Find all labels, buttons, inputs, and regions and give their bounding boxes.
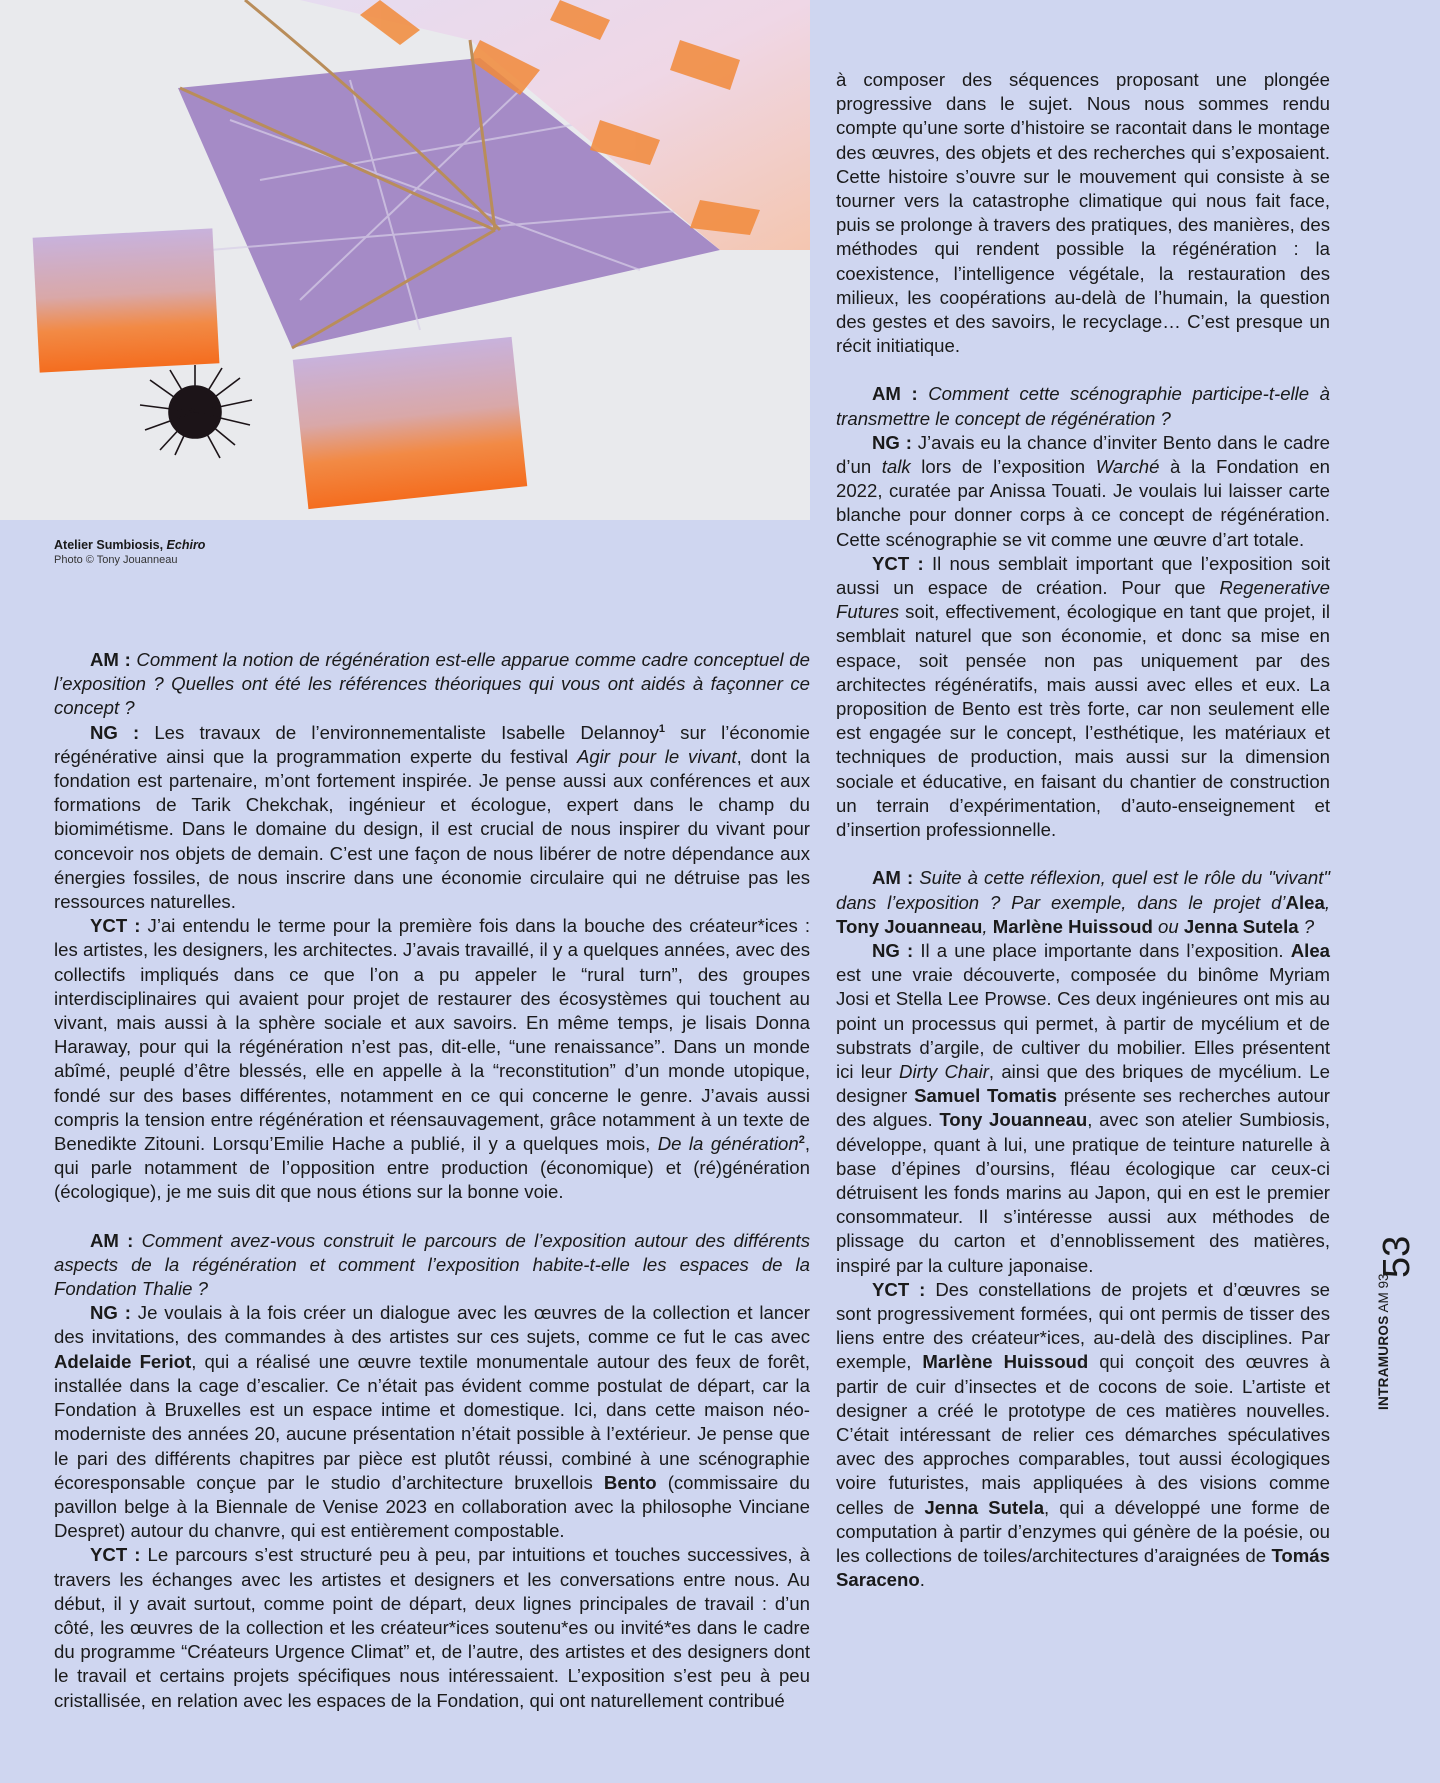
text-run: Regenerative Futures <box>836 577 1330 623</box>
text-run: ou <box>1152 915 1184 937</box>
magazine-issue: AM 93 <box>1376 1273 1391 1313</box>
interview-answer <box>836 939 1330 1278</box>
speaker-label: AM : <box>872 383 918 405</box>
photo-caption <box>54 537 654 567</box>
text-run: Comment cette scénographie participe-t-elle à transmettre le concept de régénération ? <box>836 383 1331 429</box>
text-run: à composer des séquences proposant une plongée progressive dans le sujet. Nous nous sommes rendu compte qu’une sorte d’histoire se racontait dans le montage des œuvres, des objets et des recherches qui s’exposaient. Cette histoire s’ouvre sur le mouvement qui consiste à se tourner vers la catastrophe climatique qui nous fait face, puis se prolonge à travers des pratiques, des manières, des méthodes qui rendent possible la régénération : la coexistence, l’intelligence végétale, la restauration des milieux, les coopérations au-delà de l’humain, la question des gestes et des savoirs, le recyclage… C’est presque un récit initiatique. <box>836 69 1330 357</box>
interview-answer <box>54 1543 810 1712</box>
interview-answer <box>836 431 1330 552</box>
text-run: Les travaux de l’environnementaliste Isabelle Delannoy <box>154 721 659 743</box>
caption-credit: Photo © Tony Jouanneau <box>54 554 178 566</box>
text-run: . <box>919 1569 925 1591</box>
caption-artist: Atelier Sumbiosis, <box>54 538 164 552</box>
text-run: Le parcours s’est structuré peu à peu, par intuitions et touches successives, à travers les échanges avec les artistes et designers et les conversations entre nous. Au début, il y avait surtout, comme point de départ, deux lignes principales de travail : d’un côté, les œuvres de la collection et les créateur*ices soutenu*es ou invité*es dans le cadre du programme “Créateurs Urgence Climat” et, de l’autre, des artistes et des designers dont le travail et certains projets spécifiques nous intéressaient. L’exposition s’est peu à peu cristallisée, en relation avec les espaces de la Fondation, qui ont naturellement contribué <box>54 1544 811 1711</box>
text-run: à la Fondation en 2022, curatée par Anissa Touati. Je voulais lui laisser carte blanche pour donner corps à ce concept de régénération. Cette scénographie se vit comme une œuvre d’art totale. <box>836 456 1331 550</box>
text-run: Il a une place importante dans l’exposition. <box>920 939 1291 961</box>
text-run: ? <box>1298 915 1315 937</box>
text-run: Suite à cette réflexion, quel est le rôle du "vivant" dans l’exposition ? Par exemple, dans le projet d’ <box>836 867 1330 913</box>
name-highlight: Adelaide Feriot <box>54 1350 192 1372</box>
name-highlight: Alea <box>1285 891 1325 913</box>
article-left-column <box>54 648 810 1713</box>
text-run: est une vraie découverte, composée du binôme Myriam Josi et Stella Lee Prowse. Ces deux ingénieures ont mis au point un processus qui permet, à partir de mycélium et de substrats d’argile, de cultiver du mobilier. Elles présentent ici leur <box>836 964 1330 1082</box>
text-run: J’ai entendu le terme pour la première fois dans la bouche des créateur*ices : les artistes, les designers, les architectes. J’avais travaillé, il y a quelques années, avec des collectifs impliqués dans ce que l’on a pu appeler le “rural turn”, des groupes interdisciplinaires qui avaient pour projet de restaurer des écosystèmes qui touchent au vivant, mais aussi à la sphère sociale et aux savoirs. En même temps, je lisais Donna Haraway, pour qui la régénération n’est pas, dit-elle, “une renaissance”. Dans un monde abîmé, peuplé d’être blessés, elle en appelle à la “reconstitution” d’un monde utopique, fondé sur des bases différentes, notamment en ce qui concerne le genre. J’avais aussi compris la tension entre régénération et réensauvagement, grâce notamment à un texte de Benedikte Zitouni. Lorsqu’Emilie Hache a publié, il y a quelques mois, <box>54 915 810 1155</box>
artwork-illustration <box>0 0 810 520</box>
text-run: qui conçoit des œuvres à partir de cuir d’insectes et de cocons de soie. L’artiste et designer a créé le prototype de ces matières nouvelles. C’était intéressant de relier ces démarches spéculatives avec des approches comparables, tout aussi écologiques voire futuristes, mais appliquées à des visions comme celles de <box>836 1351 1330 1518</box>
speaker-label: YCT : <box>90 915 141 937</box>
caption-work: Echiro <box>166 538 206 552</box>
text-run: sur l’économie régénérative ainsi que la programmation experte du festival <box>54 721 811 767</box>
interview-answer <box>836 552 1330 842</box>
interview-question <box>836 382 1330 430</box>
text-run: Comment la notion de régénération est-elle apparue comme cadre conceptuel de l’exposition ? Quelles ont été les références théoriques qui vous ont aidés à façonner ce concept ? <box>54 649 810 719</box>
text-run: De la génération <box>657 1133 799 1155</box>
speaker-label: AM : <box>90 649 131 670</box>
interview-answer <box>836 1278 1330 1593</box>
name-highlight: Jenna Sutela <box>924 1496 1045 1518</box>
footnote-ref: 1 <box>658 722 666 735</box>
magazine-brand: INTRAMUROS <box>1376 1315 1391 1410</box>
speaker-label: NG : <box>872 431 912 453</box>
text-run: Comment avez-vous construit le parcours de l’exposition autour des différents aspects de la régénération et comment l’exposition habite-t-elle les espaces de la Fondation Thalie ? <box>54 1229 811 1300</box>
interview-question <box>54 648 810 721</box>
text-run: , ainsi que des briques de mycélium. Le designer <box>836 1060 1330 1107</box>
footnote-ref: 2 <box>798 1133 805 1146</box>
name-highlight: Bento <box>603 1471 657 1493</box>
text-run: , qui parle notamment de l’opposition entre production (économique) et (ré)génération (écologique), je me suis dit que nous étions sur la bonne voie. <box>54 1133 810 1203</box>
magazine-label <box>1376 1273 1392 1410</box>
text-run: , <box>982 915 993 937</box>
interview-answer <box>54 1301 810 1543</box>
text-run: Des constellations de projets et d’œuvres se sont progressivement formées, qui ont permis de tisser des liens entre des créateur*ices, au-delà des disciplines. Par exemple, <box>836 1278 1330 1373</box>
text-run: J’avais eu la chance d’inviter Bento dans le cadre d’un <box>836 431 1331 478</box>
text-run: , avec son atelier Sumbiosis, développe, quant à lui, une pratique de teinture naturelle à base d’épines d’oursins, fléau écologique car ceux-ci détruisent les fonds marins au Japon, qui en est le premier consommateur. Il s’intéresse aussi aux méthodes de plissage du carton et d’ennoblissement des matières, inspiré par la culture japonaise. <box>836 1109 1330 1276</box>
name-highlight: Jenna Sutela <box>1183 915 1299 937</box>
speaker-label: YCT : <box>872 552 924 574</box>
name-highlight: Tony Jouanneau <box>836 915 983 937</box>
speaker-label: YCT : <box>90 1544 141 1566</box>
text-run: Dirty Chair <box>899 1060 989 1082</box>
name-highlight: Tomás Saraceno <box>836 1544 1330 1591</box>
name-highlight: Tony Jouanneau <box>939 1109 1088 1131</box>
interview-question <box>836 866 1330 939</box>
interview-answer <box>54 721 810 915</box>
speaker-label: NG : <box>90 1302 131 1324</box>
name-highlight: Marlène Huissoud <box>922 1351 1089 1373</box>
article-right-column <box>836 68 1330 1592</box>
name-highlight: Alea <box>1290 939 1330 961</box>
interview-answer <box>54 914 810 1204</box>
text-run: (commissaire du pavillon belge à la Biennale de Venise 2023 en collaboration avec la philosophe Vinciane Despret) autour du chanvre, qui est entièrement compostable. <box>54 1471 810 1542</box>
text-run: , qui a réalisé une œuvre textile monumentale autour des feux de forêt, installée dans la cage d’escalier. Ce n’était pas évident comme postulat de départ, car la Fondation à Bruxelles est un espace intime et domestique. Ici, dans cette maison néo-moderniste des années 20, aucune présentation n’était possible à l’extérieur. Je pense que le pari des différents chapitres par pièce est plutôt réussi, combiné à une scénographie écoresponsable conçue par le studio d’architecture bruxellois <box>54 1350 810 1493</box>
interview-question <box>54 1229 810 1302</box>
text-run: , dont la fondation est partenaire, m’ont fortement inspirée. Je pense aussi aux conférences et aux formations de Tarik Chekchak, ingénieur et écologue, expert dans le champ du biomimétisme. Dans le domaine du design, il est crucial de nous inspirer du vivant pour concevoir nos objets de demain. C’est une façon de nous libérer de notre dépendance aux énergies fossiles, de nous inscrire dans une économie circulaire qui ne détruise pas les ressources naturelles. <box>54 745 810 913</box>
interview-answer <box>836 68 1330 358</box>
speaker-label: AM : <box>90 1229 134 1251</box>
speaker-label: AM : <box>872 867 914 889</box>
speaker-label: NG : <box>872 939 914 961</box>
page-sidebar <box>1376 1234 1416 1414</box>
speaker-label: YCT : <box>872 1278 926 1300</box>
name-highlight: Samuel Tomatis <box>914 1085 1057 1107</box>
text-run: lors de l’exposition <box>910 456 1096 478</box>
artwork-photo <box>0 0 810 520</box>
text-run: présente ses recherches autour des algues. <box>836 1085 1330 1131</box>
page-number: 53 <box>1376 1235 1418 1278</box>
text-run: talk <box>881 456 911 478</box>
text-run: soit, effectivement, écologique en tant que projet, il semblait naturel que son économie, et donc sa mise en espace, soit pensée non pas uniquement par des architectes régénératifs, mais aussi avec elles et eux. La proposition de Bento est très forte, car non seulement elle est engagée sur le concept, l’esthétique, les matériaux et techniques de production, mais aussi sur la dimension sociale et éducative, en faisant du chantier de construction un terrain d’expérimentation, d’auto-enseignement et d’insertion professionnelle. <box>836 601 1330 841</box>
text-run: Warché <box>1095 456 1160 478</box>
text-run: Je voulais à la fois créer un dialogue avec les œuvres de la collection et lancer des invitations, des commandes à des artistes sur ces sujets, comme ce fut le cas avec <box>54 1302 810 1348</box>
text-run: , <box>1324 891 1330 913</box>
text-run: Agir pour le vivant <box>576 745 737 767</box>
text-run: Il nous semblait important que l’exposition soit aussi un espace de création. Pour que <box>836 552 1330 599</box>
name-highlight: Marlène Huissoud <box>992 915 1153 937</box>
speaker-label: NG : <box>90 721 140 743</box>
text-run: , qui a développé une forme de computation à partir d’enzymes qui génère de la poésie, ou les collections de toiles/architectures d’araignées de <box>836 1496 1330 1566</box>
